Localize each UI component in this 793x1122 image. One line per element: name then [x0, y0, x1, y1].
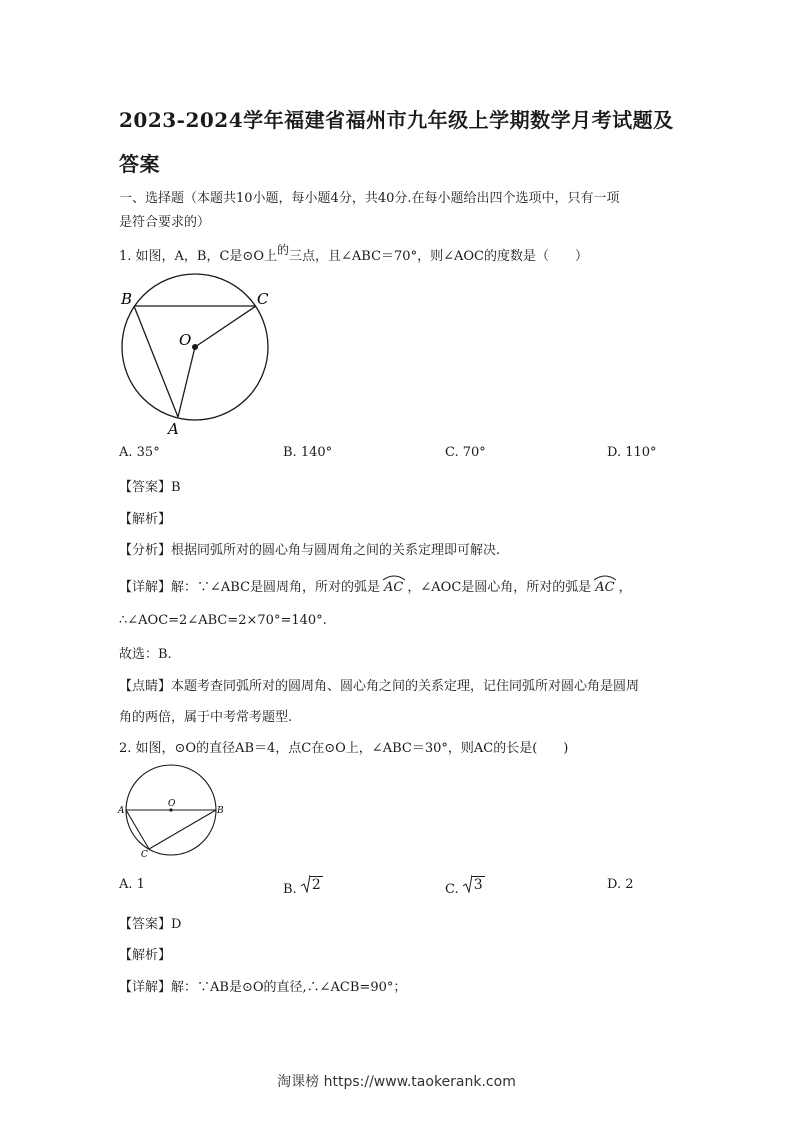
- q1-detail-part-c: ，: [618, 580, 632, 595]
- q1-answer-value: B: [171, 480, 181, 495]
- q2-option-b-radical: [301, 875, 323, 893]
- q1-circle-figure: [112, 272, 282, 440]
- sqrt-icon: [301, 875, 310, 893]
- q1-arc-ac-2: [593, 580, 616, 595]
- section-header-line2: 是符合要求的）: [119, 215, 211, 230]
- q1-center-dot: [192, 344, 198, 350]
- q2-label-c: C: [141, 850, 148, 860]
- q1-radius-oc: [195, 306, 256, 347]
- q2-option-c-radicand: 3: [473, 877, 483, 893]
- q1-option-a: A. 35°: [119, 445, 160, 460]
- q2-option-d: D. 2: [607, 877, 634, 892]
- q1-stem-part-b: 三点，且∠ABC＝70°，则∠AOC的度数是（ ）: [289, 249, 588, 264]
- q1-detail-part-a: 解：∵∠ABC是圆周角，所对的弧是: [171, 580, 381, 595]
- q1-label-a: A: [168, 420, 179, 438]
- q1-analysis-tag: 【解析】: [119, 512, 172, 527]
- q2-option-b-prefix: B.: [283, 882, 297, 897]
- q2-option-a: A. 1: [119, 877, 145, 892]
- q1-stem-sup: 的: [276, 243, 289, 257]
- q2-label-b: B: [217, 806, 224, 816]
- q1-arc-ac-1: [382, 580, 405, 595]
- q1-chord-ba: [134, 306, 178, 417]
- q1-detail: [119, 576, 632, 595]
- q2-answer-value: D: [171, 917, 182, 932]
- q2-option-b-radicand: 2: [311, 877, 321, 893]
- q1-answer: [119, 476, 181, 495]
- q1-comment-text-1: 本题考查同弧所对的圆周角、圆心角之间的关系定理，记住同弧所对圆心角是圆周: [171, 679, 640, 694]
- q1-detail-part-b: ，∠AOC是圆心角，所对的弧是: [407, 580, 592, 595]
- q2-chord-cb: [149, 810, 216, 849]
- q2-stem: 2. 如图，⊙O的直径AB＝4，点C在⊙O上，∠ABC＝30°，则AC的长是( ): [119, 741, 569, 756]
- footer-watermark: 淘课榜 https://www.taokerank.com: [277, 1074, 516, 1090]
- q1-label-o: O: [179, 331, 192, 349]
- q2-detail-text: 解：∵AB是⊙O的直径,∴∠ACB=90°；: [171, 980, 407, 995]
- q1-option-b: B. 140°: [283, 445, 333, 460]
- q1-stem-part-a: 1. 如图，A，B，C是⊙O上: [119, 249, 277, 264]
- q2-option-c-radical: [463, 875, 485, 893]
- page-title-line1: 2023-2024学年福建省福州市九年级上学期数学月考试题及: [119, 108, 674, 132]
- q1-detail-tag: 【详解】: [119, 580, 172, 595]
- q2-analysis-tag: 【解析】: [119, 948, 172, 963]
- q1-label-c: C: [257, 290, 269, 308]
- q1-arc-ac-2-label: AC: [595, 580, 615, 595]
- q2-chord-ac: [126, 810, 149, 849]
- q1-label-b: B: [121, 290, 133, 308]
- q2-label-o: O: [168, 799, 176, 809]
- section-header-line1: 一、选择题（本题共10小题，每小题4分，共40分.在每小题给出四个选项中，只有一项: [119, 191, 620, 206]
- q1-radius-oa: [178, 347, 195, 417]
- q1-option-d: D. 110°: [607, 445, 657, 460]
- q1-fenxi-text: 根据同弧所对的圆心角与圆周角之间的关系定理即可解决.: [171, 543, 501, 558]
- q1-comment-tag: 【点睛】: [119, 679, 172, 694]
- q2-option-c: [445, 875, 485, 897]
- q1-comment-line2: 角的两倍，属于中考常考题型.: [119, 710, 293, 725]
- q1-fenxi-tag: 【分析】: [119, 543, 172, 558]
- q2-detail: [119, 976, 406, 995]
- sqrt-icon: [463, 875, 472, 893]
- q1-choose: 故选：B.: [119, 647, 172, 662]
- q1-fenxi: [119, 539, 500, 558]
- q2-label-a: A: [118, 806, 125, 816]
- q1-answer-tag: 【答案】: [119, 480, 172, 495]
- q1-stem: [119, 245, 588, 264]
- q1-therefore: ∴∠AOC=2∠ABC=2×70°=140°.: [119, 613, 327, 628]
- q1-comment-line1: [119, 675, 639, 694]
- q2-answer-tag: 【答案】: [119, 917, 172, 932]
- q2-option-b: [283, 875, 323, 897]
- q2-circle-figure: [116, 764, 228, 860]
- q2-detail-tag: 【详解】: [119, 980, 172, 995]
- page-title-line2: 答案: [119, 152, 160, 176]
- q1-arc-ac-1-label: AC: [384, 580, 404, 595]
- q1-option-c: C. 70°: [445, 445, 486, 460]
- q2-option-c-prefix: C.: [445, 882, 459, 897]
- q2-answer: [119, 913, 181, 932]
